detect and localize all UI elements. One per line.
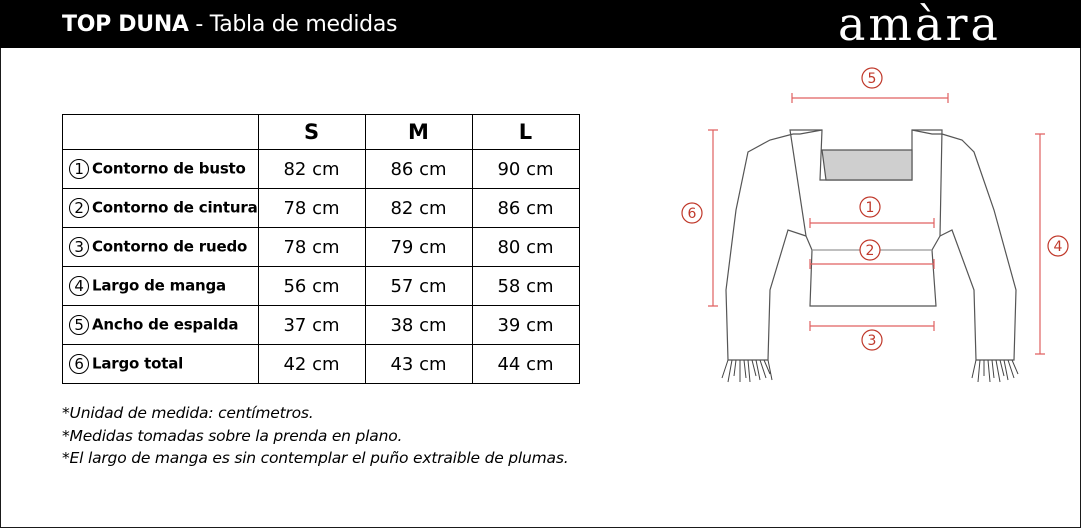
row-label [63, 189, 259, 228]
row-label [63, 345, 259, 384]
measure-number: 1 [69, 159, 89, 179]
measure-number: 3 [69, 237, 89, 257]
header-blank-cell [63, 115, 259, 150]
measure-badge-6-text: 6 [687, 206, 697, 222]
value-cell: 39 cm [472, 306, 579, 345]
value-cell: 80 cm [472, 228, 579, 267]
feather-cuff-left [722, 360, 772, 382]
table-row [63, 228, 580, 267]
value-cell: 58 cm [472, 267, 579, 306]
size-table [62, 114, 580, 384]
garment-diagram [670, 60, 1075, 390]
measure-number: 2 [69, 198, 89, 218]
garment-sleeve-right [940, 134, 1016, 360]
value-cell: 78 cm [258, 228, 365, 267]
garment-sleeve-left [726, 134, 806, 360]
measure-number: 5 [69, 315, 89, 335]
value-cell: 86 cm [472, 189, 579, 228]
value-cell: 43 cm [365, 345, 472, 384]
measure-label: Largo de manga [92, 276, 226, 295]
value-cell: 79 cm [365, 228, 472, 267]
measure-badge-4-text: 4 [1053, 239, 1063, 255]
feather-cuff-right [972, 360, 1018, 382]
measure-label: Largo total [92, 354, 184, 373]
value-cell: 90 cm [472, 150, 579, 189]
table-row [63, 345, 580, 384]
measure-number: 6 [69, 354, 89, 374]
value-cell: 57 cm [365, 267, 472, 306]
garment-shoulder-left [793, 130, 822, 134]
value-cell: 86 cm [365, 150, 472, 189]
brand-logo: amàra [838, 0, 1001, 51]
notes [62, 402, 568, 470]
feather-cuff-right-lines [972, 360, 1018, 382]
measure-label: Contorno de busto [92, 159, 246, 178]
measure-line-2 [810, 259, 934, 269]
value-cell: 82 cm [365, 189, 472, 228]
measure-line-4 [1035, 134, 1045, 354]
value-cell: 37 cm [258, 306, 365, 345]
measure-badge-2-text: 2 [865, 243, 875, 259]
title-subtitle: Tabla de medidas [209, 12, 398, 37]
value-cell: 38 cm [365, 306, 472, 345]
product-name: TOP DUNA [62, 12, 189, 37]
measure-line-5 [792, 93, 948, 103]
feather-cuff-left-lines [722, 360, 772, 382]
row-label [63, 150, 259, 189]
measure-badge-5 [862, 68, 882, 88]
row-label [63, 267, 259, 306]
page-title [62, 12, 397, 37]
value-cell: 44 cm [472, 345, 579, 384]
header-bar [0, 0, 1081, 51]
measure-line-1 [810, 218, 934, 228]
measure-badge-6 [682, 203, 702, 223]
value-cell: 56 cm [258, 267, 365, 306]
measure-badge-4 [1048, 236, 1068, 256]
row-label [63, 306, 259, 345]
size-header-m: M [365, 115, 472, 150]
measure-number: 4 [69, 276, 89, 296]
measure-badge-5-text: 5 [867, 71, 877, 87]
measure-badge-3-text: 3 [867, 333, 877, 349]
note-sleeve: *El largo de manga es sin contemplar el puño extraible de plumas. [62, 449, 569, 467]
size-header-s: S [258, 115, 365, 150]
table-row [63, 267, 580, 306]
value-cell: 82 cm [258, 150, 365, 189]
measure-label: Ancho de espalda [92, 315, 239, 334]
garment-shoulder-right [912, 130, 942, 134]
measure-badge-1 [860, 197, 880, 217]
size-header-l: L [472, 115, 579, 150]
measure-badge-3 [862, 330, 882, 350]
measure-badge-2 [860, 240, 880, 260]
measure-badge-1-text: 1 [865, 200, 875, 216]
note-unit: *Unidad de medida: centímetros. [62, 404, 314, 422]
table-row [63, 150, 580, 189]
table-row [63, 306, 580, 345]
note-flat: *Medidas tomadas sobre la prenda en plano. [62, 426, 403, 445]
table-row [63, 189, 580, 228]
measure-line-6 [708, 130, 718, 306]
measure-label: Contorno de cintura [92, 198, 258, 217]
title-separator: - [188, 12, 210, 37]
row-label [63, 228, 259, 267]
garment-neckline [822, 150, 912, 180]
value-cell: 42 cm [258, 345, 365, 384]
measure-label: Contorno de ruedo [92, 237, 248, 256]
size-header-row [63, 115, 580, 150]
value-cell: 78 cm [258, 189, 365, 228]
